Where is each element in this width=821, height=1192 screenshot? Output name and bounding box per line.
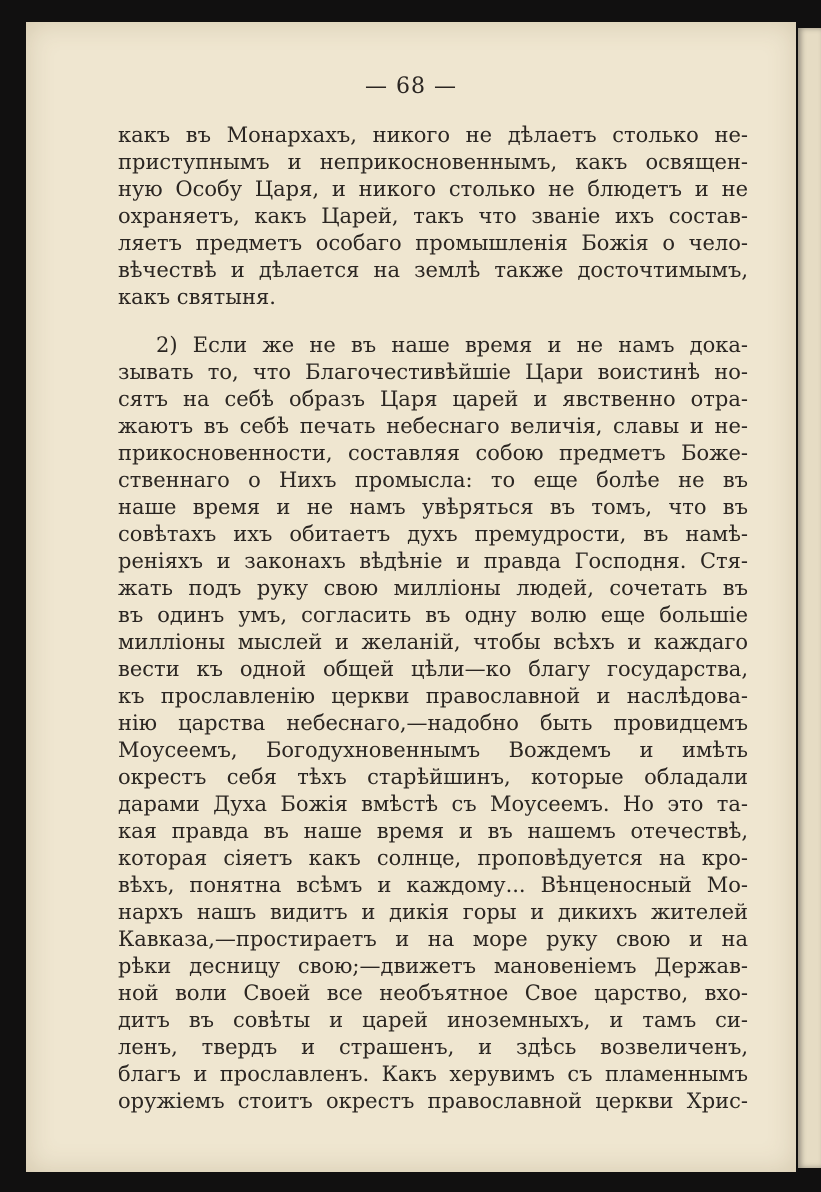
adjacent-page-edge bbox=[798, 28, 821, 1168]
text-line: ленъ, твердъ и страшенъ, и здѣсь возвеличенъ, bbox=[118, 1035, 748, 1059]
text-line: 2) Если же не въ наше время и не намъ дока- bbox=[156, 333, 748, 357]
text-line: какъ святыня. bbox=[118, 285, 276, 309]
text-line: въ одинъ умъ, согласить въ одну волю еще большіе bbox=[118, 603, 748, 627]
text-line: ляетъ предметъ особаго промышленія Божія о чело- bbox=[118, 231, 748, 255]
text-line: вѣхъ, понятна всѣмъ и каждому... Вѣнценосный Мо- bbox=[118, 873, 748, 897]
text-line: нію царства небеснаго,—надобно быть провидцемъ bbox=[118, 711, 748, 735]
text-line: окрестъ себя тѣхъ старѣйшинъ, которые обладали bbox=[118, 765, 748, 789]
text-line: ную Особу Царя, и никого столько не блюдетъ и не bbox=[118, 177, 748, 201]
text-line: наше время и не намъ увѣряться въ томъ, что въ bbox=[118, 495, 748, 519]
text-line: Моусеемъ, Богодухновеннымъ Вождемъ и имѣть bbox=[118, 738, 748, 762]
page-number: — 68 — bbox=[365, 74, 457, 99]
text-line: жаютъ въ себѣ печать небеснаго величія, славы и не- bbox=[118, 414, 748, 438]
text-line: ственнаго о Нихъ промысла: то еще болѣе не въ bbox=[118, 468, 748, 492]
text-line: вѣчествѣ и дѣлается на землѣ также досточтимымъ, bbox=[118, 258, 748, 282]
text-line: зывать то, что Благочестивѣйшіе Цари воистинѣ но- bbox=[118, 360, 748, 384]
text-line: приступнымъ и неприкосновеннымъ, какъ освящен- bbox=[118, 150, 748, 174]
text-line: благъ и прославленъ. Какъ херувимъ съ пламеннымъ bbox=[118, 1062, 748, 1086]
text-line: ной воли Своей все необъятное Свое царство, вхо- bbox=[118, 981, 748, 1005]
paragraph-1 bbox=[118, 122, 748, 311]
text-line: вести къ одной общей цѣли—ко благу государства, bbox=[118, 657, 748, 681]
text-line: дарами Духа Божія вмѣстѣ съ Моусеемъ. Но это та- bbox=[118, 792, 748, 816]
text-line: жать подъ руку свою милліоны людей, сочетать въ bbox=[118, 576, 748, 600]
text-line: реніяхъ и законахъ вѣдѣніе и правда Господня. Стя- bbox=[118, 549, 748, 573]
text-line: какъ въ Монархахъ, никого не дѣлаетъ столько не- bbox=[118, 123, 748, 147]
text-line: рѣки десницу свою;—движетъ мановеніемъ Держав- bbox=[118, 954, 748, 978]
text-line: кая правда въ наше время и въ нашемъ отечествѣ, bbox=[118, 819, 748, 843]
text-line: Кавказа,—простираетъ и на море руку свою и на bbox=[118, 927, 748, 951]
text-line: которая сіяетъ какъ солнце, проповѣдуется на кро- bbox=[118, 846, 748, 870]
text-line: нархъ нашъ видитъ и дикія горы и дикихъ жителей bbox=[118, 900, 748, 924]
text-line: милліоны мыслей и желаній, чтобы всѣхъ и каждаго bbox=[118, 630, 748, 654]
text-line: сятъ на себѣ образъ Царя царей и явственно отра- bbox=[118, 387, 748, 411]
text-line: совѣтахъ ихъ обитаетъ духъ премудрости, въ намѣ- bbox=[118, 522, 748, 546]
text-line: оружіемъ стоитъ окрестъ православной церкви Хрис- bbox=[118, 1089, 748, 1113]
text-line: дитъ въ совѣты и царей иноземныхъ, и тамъ си- bbox=[118, 1008, 748, 1032]
text-line: къ прославленію церкви православной и наслѣдова- bbox=[118, 684, 748, 708]
book-page bbox=[26, 22, 796, 1172]
text-line: прикосновенности, составляя собою предметъ Боже- bbox=[118, 441, 748, 465]
paragraph-2 bbox=[118, 332, 748, 1115]
text-line: охраняетъ, какъ Царей, такъ что званіе ихъ состав- bbox=[118, 204, 748, 228]
